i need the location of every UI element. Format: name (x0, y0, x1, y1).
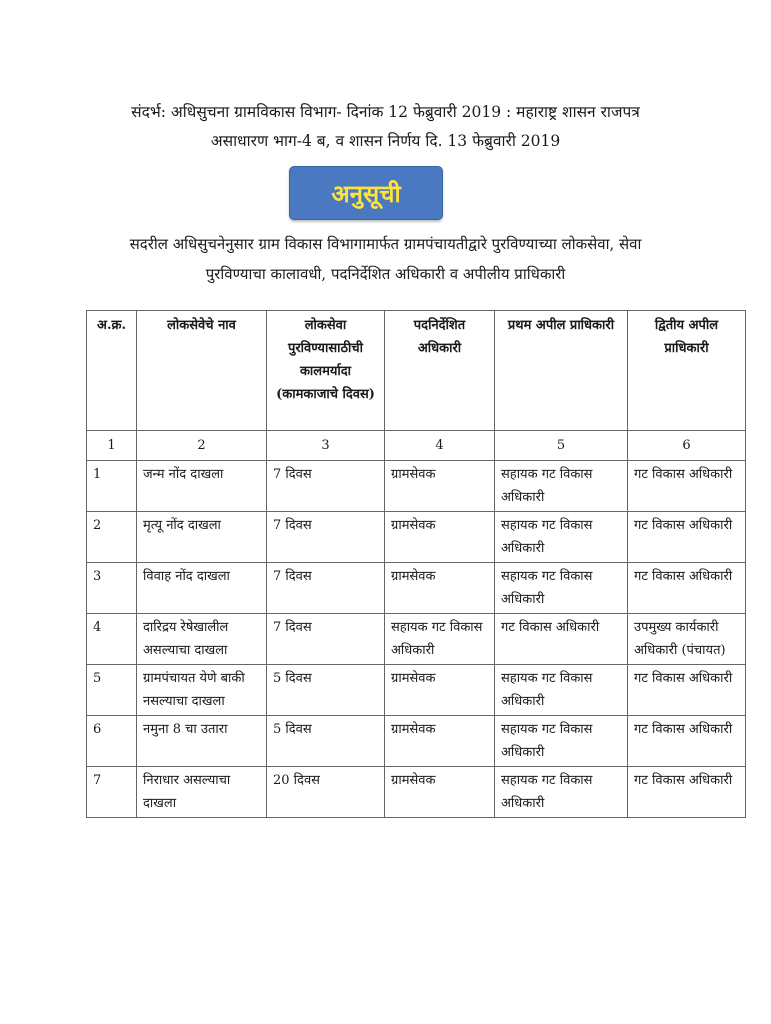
column-number-row (87, 431, 746, 461)
cell-second-appellate: गट विकास अधिकारी (628, 767, 746, 818)
cell-serial: 5 (87, 665, 137, 716)
table-row (87, 563, 746, 614)
cell-second-appellate: गट विकास अधिकारी (628, 563, 746, 614)
cell-second-appellate: गट विकास अधिकारी (628, 512, 746, 563)
column-number: 6 (628, 431, 746, 461)
cell-first-appellate: सहायक गट विकास अधिकारी (495, 665, 628, 716)
cell-designated-officer: ग्रामसेवक (385, 716, 495, 767)
reference-line-1: संदर्भ: अधिसुचना ग्रामविकास विभाग- दिनांक 12 फेब्रुवारी 2019 : महाराष्ट्र शासन राजपत्र (131, 103, 640, 121)
header-second-appellate: द्वितीय अपील प्राधिकारी (628, 311, 746, 431)
cell-service: मृत्यू नोंद दाखला (137, 512, 267, 563)
cell-designated-officer: ग्रामसेवक (385, 512, 495, 563)
cell-time-limit: 20 दिवस (267, 767, 385, 818)
schedule-title-box (289, 166, 443, 220)
cell-second-appellate: उपमुख्य कार्यकारी अधिकारी (पंचायत) (628, 614, 746, 665)
cell-second-appellate: गट विकास अधिकारी (628, 716, 746, 767)
table-row (87, 512, 746, 563)
intro-line-2: पुरविण्याचा कालावधी, पदनिर्देशित अधिकारी व अपीलीय प्राधिकारी (205, 265, 566, 283)
cell-designated-officer: ग्रामसेवक (385, 563, 495, 614)
header-time-limit: लोकसेवा पुरविण्यासाठीची कालमर्यादा (कामकाजाचे दिवस) (267, 311, 385, 431)
header-designated-officer: पदनिर्देशित अधिकारी (385, 311, 495, 431)
cell-time-limit: 7 दिवस (267, 614, 385, 665)
cell-time-limit: 5 दिवस (267, 716, 385, 767)
schedule-title: अनुसूची (331, 179, 401, 208)
cell-designated-officer: ग्रामसेवक (385, 767, 495, 818)
intro-text (0, 229, 771, 289)
cell-service: जन्म नोंद दाखला (137, 461, 267, 512)
table-row (87, 767, 746, 818)
cell-serial: 2 (87, 512, 137, 563)
services-table (86, 310, 746, 818)
table-header-row (87, 311, 746, 431)
column-number: 4 (385, 431, 495, 461)
reference-heading (0, 98, 771, 156)
cell-time-limit: 7 दिवस (267, 512, 385, 563)
cell-service: दारिद्रय रेषेखालील असल्याचा दाखला (137, 614, 267, 665)
cell-second-appellate: गट विकास अधिकारी (628, 461, 746, 512)
cell-first-appellate: सहायक गट विकास अधिकारी (495, 563, 628, 614)
cell-service: नमुना 8 चा उतारा (137, 716, 267, 767)
cell-serial: 1 (87, 461, 137, 512)
cell-serial: 3 (87, 563, 137, 614)
cell-first-appellate: सहायक गट विकास अधिकारी (495, 716, 628, 767)
column-number: 5 (495, 431, 628, 461)
intro-line-1: सदरील अधिसुचनेनुसार ग्राम विकास विभागामार्फत ग्रामपंचायतीद्वारे पुरविण्याच्या लोकसेवा, सेवा (129, 235, 642, 253)
cell-service: विवाह नोंद दाखला (137, 563, 267, 614)
cell-time-limit: 7 दिवस (267, 461, 385, 512)
cell-second-appellate: गट विकास अधिकारी (628, 665, 746, 716)
cell-designated-officer: ग्रामसेवक (385, 665, 495, 716)
cell-first-appellate: सहायक गट विकास अधिकारी (495, 767, 628, 818)
cell-service: ग्रामपंचायत येणे बाकी नसल्याचा दाखला (137, 665, 267, 716)
column-number: 3 (267, 431, 385, 461)
table-row (87, 461, 746, 512)
reference-line-2: असाधारण भाग-4 ब, व शासन निर्णय दि. 13 फेब्रुवारी 2019 (210, 132, 561, 150)
cell-time-limit: 7 दिवस (267, 563, 385, 614)
header-serial-no: अ.क्र. (87, 311, 137, 431)
cell-designated-officer: ग्रामसेवक (385, 461, 495, 512)
cell-serial: 7 (87, 767, 137, 818)
header-service-name: लोकसेवेचे नाव (137, 311, 267, 431)
table-row (87, 665, 746, 716)
header-first-appellate: प्रथम अपील प्राधिकारी (495, 311, 628, 431)
cell-service: निराधार असल्याचा दाखला (137, 767, 267, 818)
column-number: 1 (87, 431, 137, 461)
column-number: 2 (137, 431, 267, 461)
cell-first-appellate: गट विकास अधिकारी (495, 614, 628, 665)
cell-serial: 6 (87, 716, 137, 767)
cell-time-limit: 5 दिवस (267, 665, 385, 716)
table-row (87, 716, 746, 767)
cell-designated-officer: सहायक गट विकास अधिकारी (385, 614, 495, 665)
cell-first-appellate: सहायक गट विकास अधिकारी (495, 461, 628, 512)
table-row (87, 614, 746, 665)
cell-first-appellate: सहायक गट विकास अधिकारी (495, 512, 628, 563)
cell-serial: 4 (87, 614, 137, 665)
